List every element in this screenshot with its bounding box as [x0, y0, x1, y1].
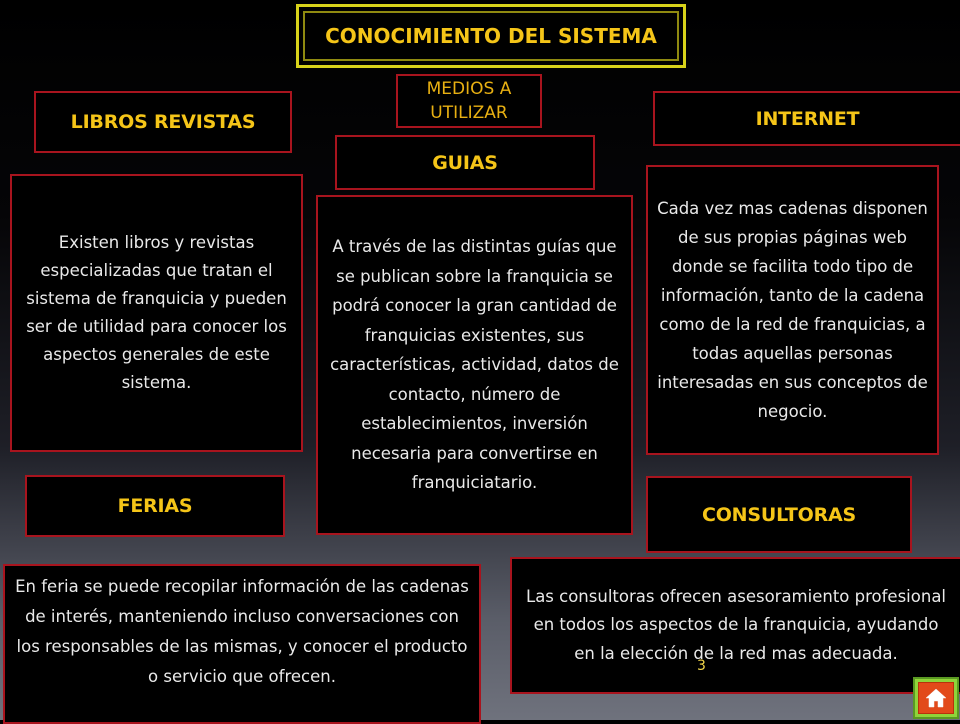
home-icon: [924, 687, 948, 709]
text-ferias: En feria se puede recopilar información de las cadenas de interés, manteniendo incluso conversaciones con los responsables de las mismas, y conocer el producto o servicio que ofrecen.: [3, 564, 481, 724]
heading-guias: GUIAS: [335, 135, 595, 190]
medios-label: MEDIOS A UTILIZAR: [396, 74, 542, 128]
text-internet: Cada vez mas cadenas disponen de sus propias páginas web donde se facilita todo tipo de información, tanto de la cadena como de la red de franquicias, a todas aquellas personas interesadas en sus conceptos de negocio.: [646, 165, 939, 455]
page-number: 3: [697, 658, 706, 674]
heading-consultoras: CONSULTORAS: [646, 476, 912, 553]
heading-internet: INTERNET: [653, 91, 960, 146]
text-guias: A través de las distintas guías que se publican sobre la franquicia se podrá conocer la gran cantidad de franquicias existentes, sus características, actividad, datos de contacto, número de establecimientos, inversión necesaria para convertirse en franquiciatario.: [316, 195, 633, 535]
slide-title: CONOCIMIENTO DEL SISTEMA: [296, 4, 686, 68]
heading-libros-revistas: LIBROS REVISTAS: [34, 91, 292, 153]
text-consultoras: Las consultoras ofrecen asesoramiento profesional en todos los aspectos de la franquicia, ayudando en la elección de la red mas adecuada.: [510, 557, 960, 694]
home-icon-frame: [918, 682, 954, 714]
home-button[interactable]: [913, 677, 959, 719]
text-libros-revistas: Existen libros y revistas especializadas que tratan el sistema de franquicia y pueden ser de utilidad para conocer los aspectos generales de este sistema.: [10, 174, 303, 452]
heading-ferias: FERIAS: [25, 475, 285, 537]
